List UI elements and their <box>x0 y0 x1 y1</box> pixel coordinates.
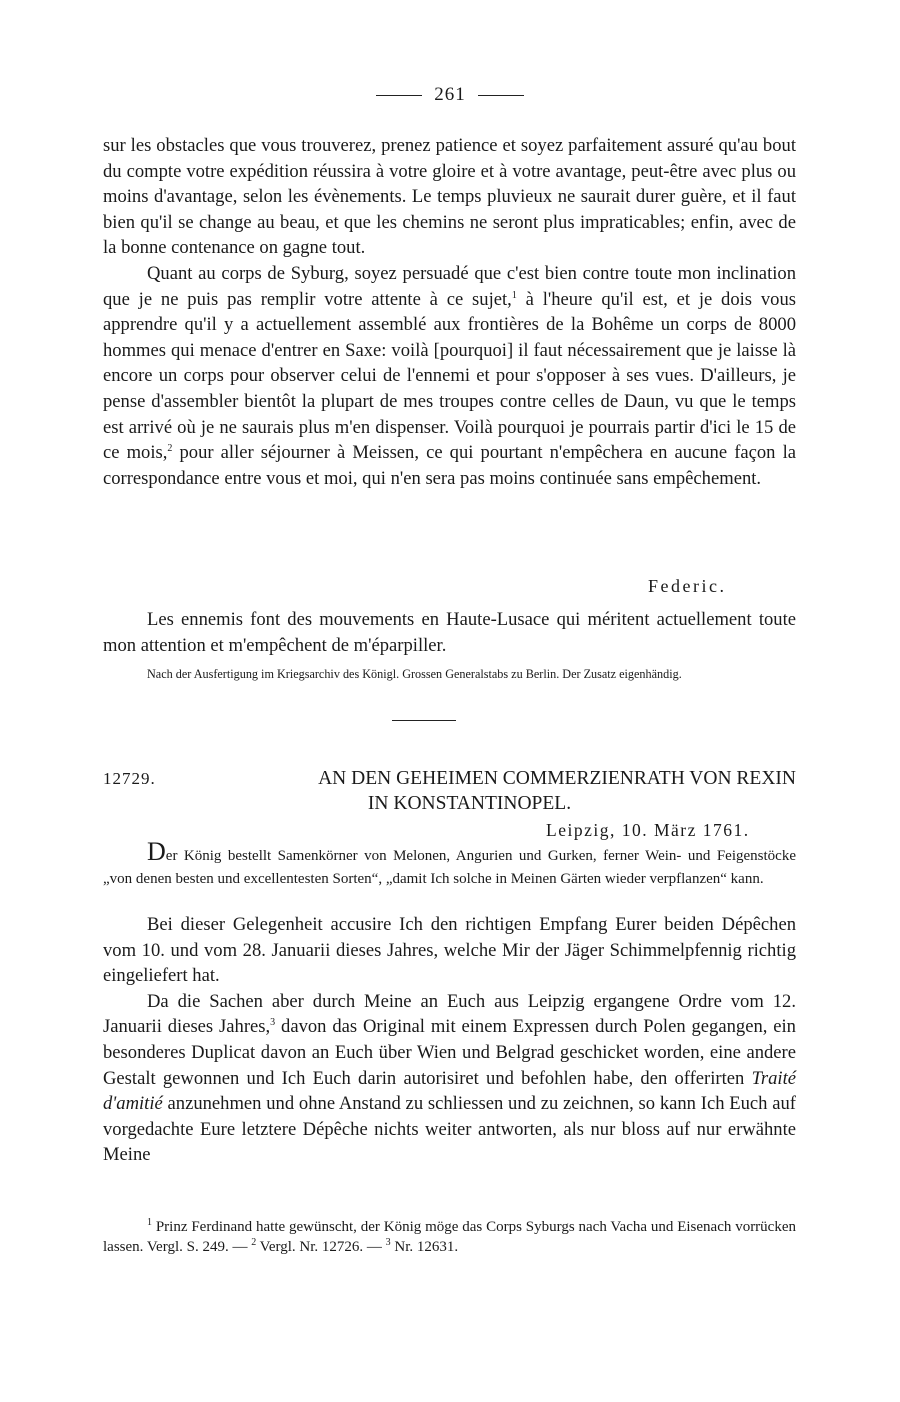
footnote-ref-2: 2 <box>167 442 173 454</box>
footnotes <box>103 1217 796 1257</box>
summary-text: er König bestellt Samenkörner von Melonen, Angurien und Gurken, ferner Wein- und Feigenstöcke „von denen besten und excellentesten Sorten“, „damit Ich solche in Meinen Gärten wieder verpflanzen“ kann. <box>103 848 796 887</box>
document-paragraph-1: Bei dieser Gelegenheit accusire Ich den richtigen Empfang Eurer beiden Dépêchen vom 10. und vom 28. Januarii dieses Jahres, welche Mir der Jäger Schimmelpfennig richtig eingeliefert hat. <box>103 914 796 987</box>
letter-postscript <box>103 607 796 658</box>
document-paragraph-2-part-a: Da die Sachen aber durch Meine an Euch aus Leipzig ergangene Ordre vom 12. Januarii dieses Jahres, <box>103 990 796 1038</box>
source-note <box>103 666 796 683</box>
footnote-3-marker: 3 <box>385 1237 391 1248</box>
document-paragraph-2-part-b: davon das Original mit einem Expressen durch Polen gegangen, ein besonderes Duplicat davon an Euch über Wien und Belgrad geschicket worden, eine andere Gestalt gewonnen und Ich Euch darin autorisiret und befohlen habe, den offerirten <box>103 1016 796 1089</box>
footnote-block <box>103 1217 796 1257</box>
header-dash-left <box>376 95 422 96</box>
letter-paragraph-2-part-b: à l'heure qu'il est, et je dois vous apprendre qu'il y a actuellement assemblé aux frontières de la Bohême un corps de 8000 hommes qui menace d'entrer en Saxe: voilà [pourquoi] il faut nécessairement que je laisse là encore un corps pour observer celui de l'ennemi et pour s'opposer à ses vues. D'ailleurs, je pense d'assembler bientôt la plupart de mes troupes contre celles de Daun, vu que le temps est arrivé où je ne saurais plus m'en dispenser. Voilà pourquoi je pourrais partir d'ici le 15 de ce mois, <box>103 288 796 464</box>
footnote-1-text: Prinz Ferdinand hatte gewünscht, der König möge das Corps Syburgs nach Vacha und Eisenach vorrücken lassen. Vergl. S. 249. — <box>103 1219 796 1255</box>
document-paragraph-2 <box>103 989 796 1168</box>
letter-paragraph-2 <box>103 261 796 491</box>
page-header <box>0 84 900 106</box>
letter-paragraph-2-part-c: pour aller séjourner à Meissen, ce qui pourtant n'empêchera en aucune façon la correspondance entre vous et moi, qui n'en sera pas moins continuée sans empêchement. <box>103 442 796 489</box>
footnote-1-marker: 1 <box>147 1217 152 1228</box>
document-paragraph-2-italic: Traité d'amitié <box>103 1067 796 1115</box>
footnote-ref-1: 1 <box>511 289 517 301</box>
header-dash-right <box>478 95 524 96</box>
postscript-text: Les ennemis font des mouvements en Haute-Lusace qui méritent actuellement toute mon attention et m'empêchent de m'éparpiller. <box>103 609 796 656</box>
document-summary <box>103 837 796 890</box>
document-paragraph-2-part-c: anzunehmen und ohne Anstand zu schliessen und zu zeichnen, so kann Ich Euch auf vorgedachte Eure letztere Dépêche nichts weiter antworten, als nur bloss auf nur erwähnte Meine <box>103 1093 796 1166</box>
letter-paragraph-1: sur les obstacles que vous trouverez, prenez patience et soyez parfaitement assuré qu'au bout du compte votre expédition réussira à votre gloire et à votre avantage, peut-être avec plus ou moins d'avantage, selon les évènements. Le temps pluvieux ne saurait durer guère, et il faut bien qu'il se change au beau, et que les chemins ne seront plus impraticables; enfin, avec de la bonne contenance on gagne tout. <box>103 135 796 259</box>
section-divider <box>392 720 456 721</box>
source-note-text: Nach der Ausfertigung im Kriegsarchiv des Königl. Grossen Generalstabs zu Berlin. Der Zusatz eigenhändig. <box>147 667 682 681</box>
footnote-3-text: Nr. 12631. <box>390 1239 459 1255</box>
summary-initial: D <box>147 837 166 866</box>
letter-paragraph-2-part-a: Quant au corps de Syburg, soyez persuadé que c'est bien contre toute mon inclination que je ne puis pas remplir votre attente à ce sujet, <box>103 262 796 310</box>
footnote-2-text: Vergl. Nr. 12726. — <box>256 1239 386 1255</box>
document-number: 12729. <box>103 769 156 788</box>
document-body <box>103 912 796 1168</box>
page-number: 261 <box>434 84 466 105</box>
document-title-line-1: AN DEN GEHEIMEN COMMERZIENRATH VON REXIN <box>318 768 796 789</box>
document-title-line-2: IN KONSTANTINOPEL. <box>367 793 572 814</box>
footnote-2-marker: 2 <box>251 1237 257 1248</box>
footnote-ref-3: 3 <box>270 1017 276 1029</box>
signature: Federic. <box>648 576 727 596</box>
dateline: Leipzig, 10. März 1761. <box>546 820 750 840</box>
letter-continuation <box>103 133 796 491</box>
